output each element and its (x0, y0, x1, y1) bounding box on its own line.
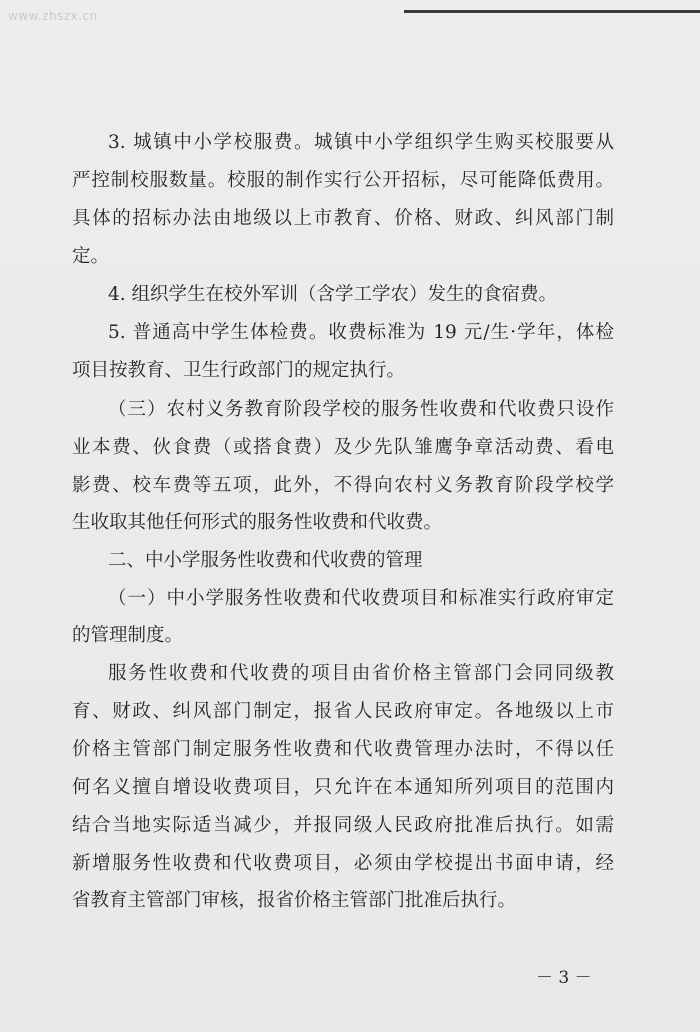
body-line: （三）农村义务教育阶段学校的服务性收费和代收费只设作 (108, 399, 614, 420)
body-line: 5. 普通高中学生体检费。收费标准为 19 元/生·学年，体检 (108, 322, 614, 343)
body-line: 影费、校车费等五项，此外，不得向农村义务教育阶段学校学 (72, 475, 614, 496)
body-line: 具体的招标办法由地级以上市教育、价格、财政、纠风部门制 (72, 208, 614, 229)
top-rule (404, 10, 700, 13)
body-line: 4. 组织学生在校外军训（含学工学农）发生的食宿费。 (108, 284, 558, 305)
section-heading: 二、中小学服务性收费和代收费的管理 (108, 550, 423, 571)
body-line: 新增服务性收费和代收费项目，必须由学校提出书面申请，经 (72, 853, 614, 874)
body-line: 结合当地实际适当减少，并报同级人民政府批准后执行。如需 (72, 815, 614, 836)
body-line: 业本费、伙食费（或搭食费）及少先队雏鹰争章活动费、看电 (72, 437, 614, 458)
body-line: 的管理制度。 (72, 625, 184, 646)
body-line: 定。 (72, 246, 110, 267)
body-line: 项目按教育、卫生行政部门的规定执行。 (72, 360, 406, 381)
body-line: 何名义擅自增设收费项目，只允许在本通知所列项目的范围内 (72, 777, 614, 798)
body-line: 生收取其他任何形式的服务性收费和代收费。 (72, 512, 443, 533)
body-line: （一）中小学服务性收费和代收费项目和标准实行政府审定 (108, 588, 614, 609)
body-line: 育、财政、纠风部门制定，报省人民政府审定。各地级以上市 (72, 701, 614, 722)
body-line: 价格主管部门制定服务性收费和代收费管理办法时，不得以任 (72, 739, 614, 760)
body-line: 服务性收费和代收费的项目由省价格主管部门会同同级教 (108, 663, 614, 684)
body-line: 严控制校服数量。校服的制作实行公开招标，尽可能降低费用。 (72, 170, 614, 191)
body-line: 3. 城镇中小学校服费。城镇中小学组织学生购买校服要从 (108, 132, 614, 153)
watermark: www.zhszx.cn (8, 9, 98, 23)
page-number: － 3 － (536, 968, 592, 988)
body-line: 省教育主管部门审核，报省价格主管部门批准后执行。 (72, 890, 517, 911)
